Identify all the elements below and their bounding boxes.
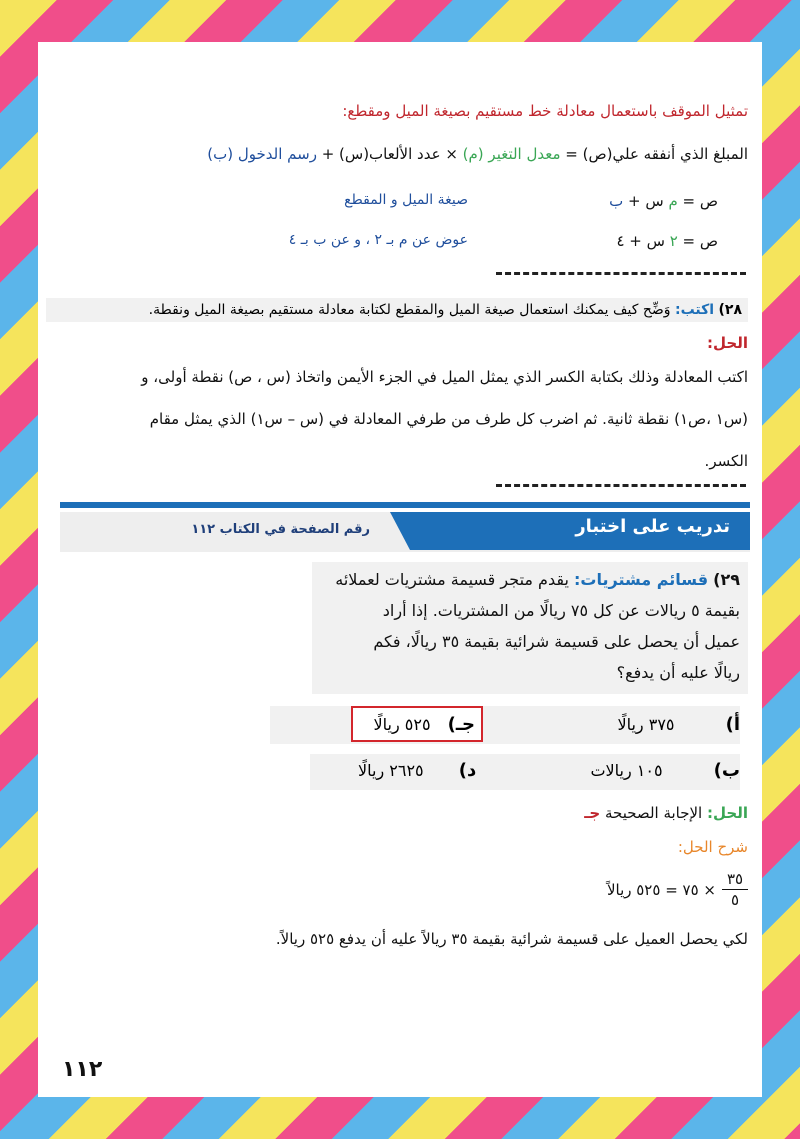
eq-intercept: ب <box>609 192 624 210</box>
fraction-bar <box>722 889 748 890</box>
banner-title: تدريب على اختبار <box>575 516 730 537</box>
page-number: ١١٢ <box>62 1057 103 1082</box>
equation-row-1 <box>609 192 718 210</box>
option-text: ١٠٥ ريالات <box>590 761 663 780</box>
row-2-note: عوض عن م بـ ٢ ، و عن ب بـ ٤ <box>288 232 468 248</box>
eq-text: ص = <box>677 192 718 210</box>
q29-solution <box>584 804 748 822</box>
question-text: وَضِّح كيف يمكنك استعمال صيغة الميل والمقطع لكتابة معادلة مستقيم بصيغة الميل ونقطة. <box>148 302 671 318</box>
option-letter: جـ) <box>447 714 475 735</box>
option-text: ٣٧٥ ريالًا <box>617 715 675 734</box>
test-practice-banner <box>60 502 750 554</box>
option-b[interactable] <box>590 760 740 781</box>
solution-label: الحل: <box>707 334 748 352</box>
question-tag: اكتب: <box>674 302 715 318</box>
explanation-label: شرح الحل: <box>677 838 748 856</box>
eq-text: س + <box>623 192 669 210</box>
calculation <box>607 870 748 909</box>
q29-line-3: عميل أن يحصل على قسيمة شرائية بقيمة ٣٥ ريالًا، فكم <box>373 632 740 651</box>
calculation-rest: × ٧٥ = ٥٢٥ ريالاً <box>606 880 716 899</box>
question-number: ٢٩) <box>713 570 740 589</box>
option-text: ٢٦٢٥ ريالًا <box>358 761 424 780</box>
solution-text: الإجابة الصحيحة <box>605 804 703 822</box>
question-29 <box>312 562 748 694</box>
question-28 <box>46 298 748 322</box>
question-tag: قسائم مشتريات: <box>574 570 709 589</box>
divider <box>496 272 746 275</box>
option-letter: د) <box>458 760 477 781</box>
section-heading: تمثيل الموقف باستعمال معادلة خط مستقيم بصيغة الميل ومقطع: <box>342 102 748 120</box>
eq-slope: ٢ <box>669 232 678 250</box>
row-1-note: صيغة الميل و المقطع <box>344 192 468 208</box>
page-reference: رقم الصفحة في الكتاب ١١٢ <box>191 522 370 537</box>
eq-part-1: المبلغ الذي أنفقه علي(ص) = <box>560 145 748 163</box>
solution-letter: جـ <box>584 804 601 822</box>
eq-slope: م <box>668 192 678 210</box>
option-text: ٥٢٥ ريالًا <box>373 715 431 734</box>
q29-line-4: ريالًا عليه أن يدفع؟ <box>616 663 740 682</box>
fraction-denominator: ٥ <box>730 891 740 909</box>
equation-row-2 <box>616 232 718 250</box>
eq-text: ص = <box>677 232 718 250</box>
page <box>38 42 762 1097</box>
option-letter: أ) <box>725 714 740 735</box>
solution-line-2: (س١ ،ص١) نقطة ثانية. ثم اضرب كل طرف من طرفي المعادلة في (س – س١) الذي يمثل مقام <box>149 410 748 428</box>
option-letter: ب) <box>713 760 740 781</box>
solution-label: الحل: <box>707 804 748 822</box>
solution-line-1: اكتب المعادلة وذلك بكتابة الكسر الذي يمثل الميل في الجزء الأيمن واتخاذ (س ، ص) نقطة أولى، و <box>141 368 748 386</box>
solution-line-3: الكسر. <box>704 452 748 470</box>
question-text: يقدم متجر قسيمة مشتريات لعملائه <box>335 570 569 589</box>
equation-description <box>207 145 748 163</box>
option-a[interactable] <box>617 714 740 735</box>
question-number: ٢٨) <box>718 302 742 318</box>
eq-part-2: معدل التغير (م) <box>462 145 561 163</box>
eq-part-3: × عدد الألعاب(س) + <box>316 145 463 163</box>
eq-part-4: رسم الدخول (ب) <box>207 145 317 163</box>
divider <box>496 484 746 487</box>
fraction <box>722 870 748 909</box>
fraction-numerator: ٣٥ <box>726 870 744 888</box>
eq-text: س + ٤ <box>616 232 670 250</box>
conclusion: لكي يحصل العميل على قسيمة شرائية بقيمة ٣٥ ريالاً عليه أن يدفع ٥٢٥ ريالاً. <box>275 930 748 948</box>
q29-line-1 <box>320 564 740 595</box>
option-d[interactable] <box>358 760 476 781</box>
q29-line-2: بقيمة ٥ ريالات عن كل ٧٥ ريالًا من المشتريات. إذا أراد <box>382 601 740 620</box>
option-c-correct[interactable] <box>351 706 483 742</box>
